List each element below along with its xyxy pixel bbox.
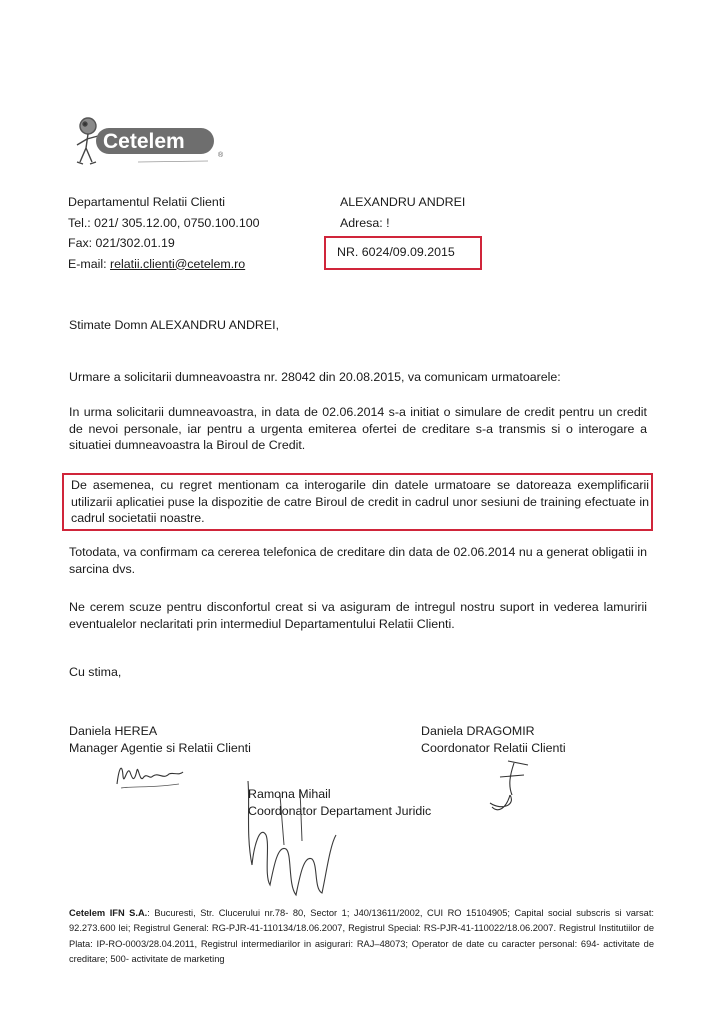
signatory-left-title: Manager Agentie si Relatii Clienti xyxy=(69,741,251,755)
recipient-block xyxy=(340,192,465,233)
svg-text:Cetelem: Cetelem xyxy=(103,130,185,153)
closing: Cu stima, xyxy=(69,665,122,679)
paragraph-2: In urma solicitarii dumneavoastra, in data de 02.06.2014 s-a initiat o simulare de credit pentru un credit de nevoi personale, iar pentru a urgenta emiterea ofertei de creditare s-a transmis si o interogare a situatiei dumneavoastra la Biroul de Credit. xyxy=(69,405,647,452)
paragraph-4: Totodata, va confirmam ca cererea telefonica de creditare din data de 02.06.2014 nu a generat obligatii in sarcina dvs. xyxy=(69,545,647,576)
sender-block xyxy=(68,192,260,274)
paragraph-5: Ne cerem scuze pentru disconfortul creat si va asiguram de intregul nostru suport in vederea lamuririi eventualelor neclaritati prin intermediul Departamentului Relatii Clienti. xyxy=(69,600,647,631)
footer-details: : Bucuresti, Str. Clucerului nr.78- 80, Sector 1; J40/13611/2002, CUI RO 15104905; Capital social subscris si varsat: 92.273.600 lei; Registrul General: RG-PJR-41-110134/18.06.2007, Registrul Special: RS-PJR-41-110022/18.06.2007. Registrul Institutiilor de Plata: IP-RO-0003/28.04.2011, Registrul intermediarilor in asigurari: RAJ–48073; Operator de date cu caracter personal: 694- activitate de creditare; 500- activitate de marketing xyxy=(69,908,654,965)
sender-fax: Fax: 021/302.01.19 xyxy=(68,236,175,250)
sender-email-line xyxy=(68,254,260,275)
reference-number: NR. 6024/09.09.2015 xyxy=(337,245,455,259)
reference-number-box xyxy=(324,236,482,270)
footer-company: Cetelem IFN S.A. xyxy=(69,908,148,918)
signatory-left xyxy=(69,723,251,757)
company-footer xyxy=(69,906,654,968)
paragraph-3-highlighted: De asemenea, cu regret mentionam ca interogarile din datele urmatoare se datoreaza exemplificarii utilizarii aplicatiei puse la dispozitie de catre Biroul de credit in cadrul unor sesiuni de training efectuate in cadrul societatii noastre. xyxy=(71,478,649,525)
signatory-middle xyxy=(248,786,431,820)
signatory-middle-name: Ramona Mihail xyxy=(248,787,331,801)
signatory-right-name: Daniela DRAGOMIR xyxy=(421,724,535,738)
signatory-right-title: Coordonator Relatii Clienti xyxy=(421,741,566,755)
svg-text:®: ® xyxy=(218,152,224,159)
signatory-right xyxy=(421,723,566,757)
sender-phone: Tel.: 021/ 305.12.00, 0750.100.100 xyxy=(68,215,260,230)
email-label: E-mail: xyxy=(68,256,110,271)
signature-right xyxy=(480,755,542,817)
greeting: Stimate Domn ALEXANDRU ANDREI, xyxy=(69,318,280,332)
sender-department: Departamentul Relatii Clienti xyxy=(68,195,226,209)
recipient-name: ALEXANDRU ANDREI xyxy=(340,195,466,209)
paragraph-1: Urmare a solicitarii dumneavoastra nr. 28042 din 20.08.2015, va comunicam urmatoarele: xyxy=(69,370,561,384)
recipient-address: Adresa: ! xyxy=(340,215,390,230)
cetelem-logo xyxy=(68,112,228,170)
signatory-middle-title: Coordonator Departament Juridic xyxy=(248,804,432,818)
email-link[interactable]: relatii.clienti@cetelem.ro xyxy=(110,256,246,271)
signature-left xyxy=(113,758,187,792)
signatory-left-name: Daniela HEREA xyxy=(69,724,158,738)
